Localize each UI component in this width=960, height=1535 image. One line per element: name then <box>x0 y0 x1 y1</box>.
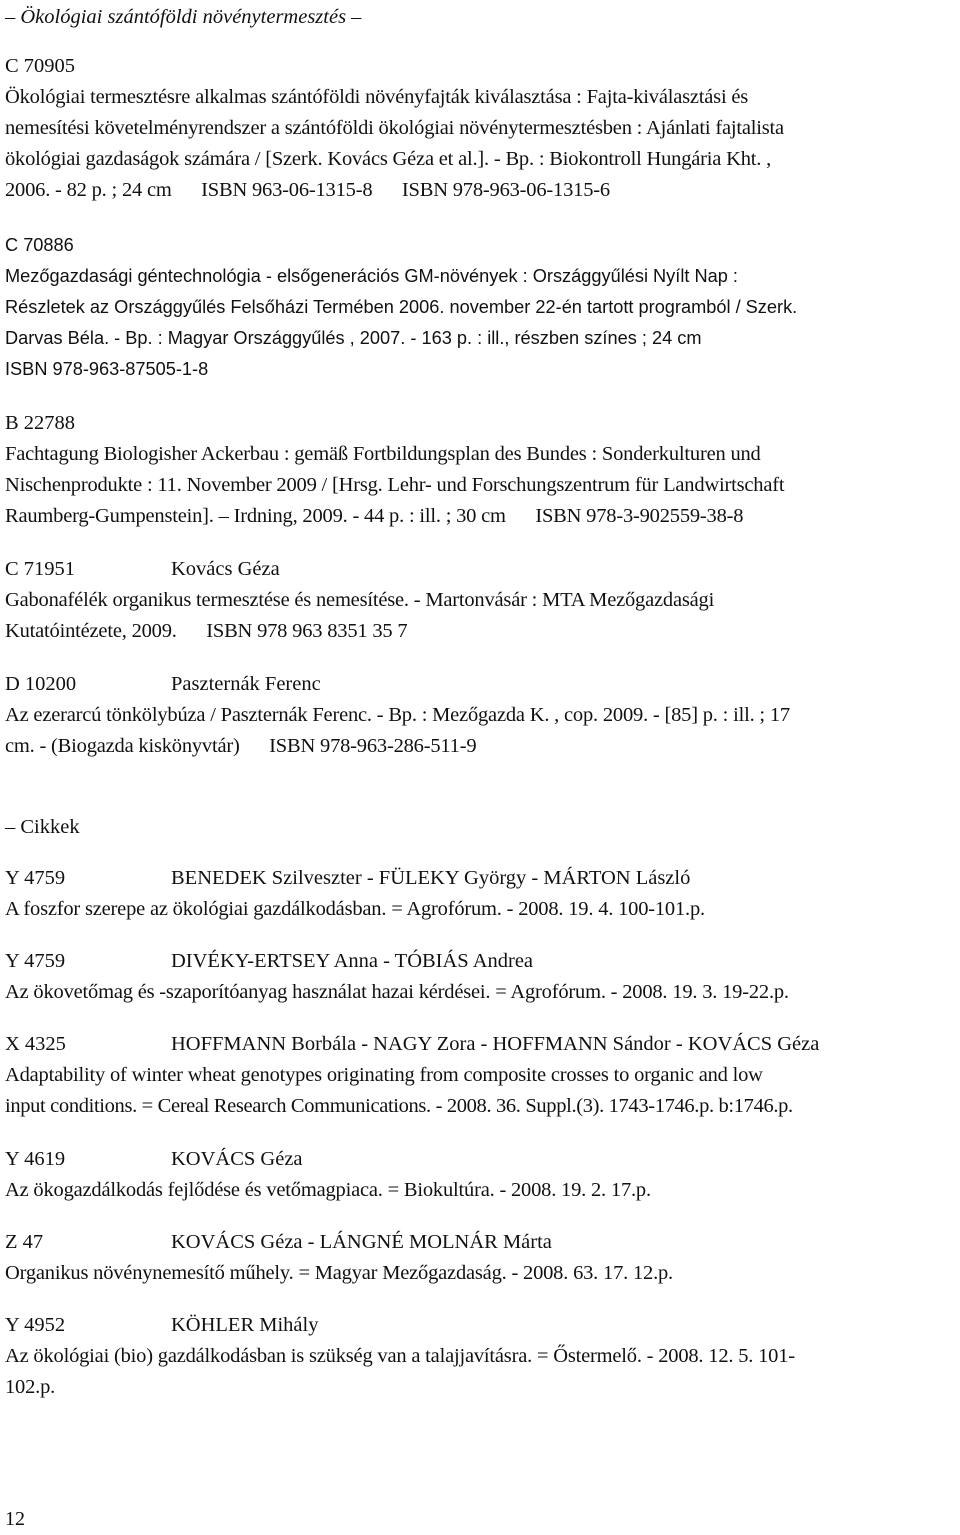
section-title-books: – Ökológiai szántóföldi növénytermesztés – <box>5 6 362 28</box>
entry-text-line: Gabonafélék organikus termesztése és nemesítése. - Martonvásár : MTA Mezőgazdasági <box>5 589 715 611</box>
entry-text-line: Raumberg-Gumpenstein]. – Irdning, 2009. - 44 p. : ill. ; 30 cm ISBN 978-3-902559-38-8 <box>5 505 744 527</box>
entry-header <box>5 1227 957 1258</box>
page-number: 12 <box>5 1508 25 1530</box>
article-entry <box>5 1029 957 1122</box>
article-entry <box>5 1227 957 1289</box>
entry-code: C 70905 <box>5 55 76 77</box>
entry-text-line: cm. - (Biogazda kiskönyvtár) ISBN 978-963-286-511-9 <box>5 735 477 757</box>
entry-text-line: Adaptability of winter wheat genotypes originating from composite crosses to organic and low <box>5 1064 763 1086</box>
entry-header <box>5 1029 957 1060</box>
entry-author: KÖHLER Mihály <box>171 1314 319 1336</box>
entry-header <box>5 946 957 977</box>
entry-code: D 10200 <box>5 673 77 695</box>
entry-text-line: ökológiai gazdaságok számára / [Szerk. Kovács Géza et al.]. - Bp. : Biokontroll Hungária Kht. , <box>5 148 772 170</box>
entry-text-line: Részletek az Országgyűlés Felsőházi Termében 2006. november 22-én tartott programból / Szerk. <box>5 297 798 317</box>
entry-code: Y 4952 <box>5 1314 66 1336</box>
article-entry <box>5 946 957 1008</box>
entry-text-line: 2006. - 82 p. ; 24 cm ISBN 963-06-1315-8 ISBN 978-963-06-1315-6 <box>5 179 610 201</box>
entry-text-line: Az ökovetőmag és -szaporítóanyag használat hazai kérdései. = Agrofórum. - 2008. 19. 3. 19-22.p. <box>5 981 789 1003</box>
article-entry <box>5 1310 957 1403</box>
entry-code: Z 47 <box>5 1231 44 1253</box>
entry-text-line: Kutatóintézete, 2009. ISBN 978 963 8351 35 7 <box>5 620 408 642</box>
book-entry <box>5 554 957 647</box>
entry-author: Kovács Géza <box>171 558 280 580</box>
entry-text-line: Az ökológiai (bio) gazdálkodásban is szükség van a talajjavításra. = Őstermelő. - 2008. 12. 5. 101- <box>5 1345 795 1367</box>
entry-author: BENEDEK Szilveszter - FÜLEKY György - MÁRTON László <box>171 867 691 889</box>
entry-text-line: Az ezerarcú tönkölybúza / Paszternák Ferenc. - Bp. : Mezőgazda K. , cop. 2009. - [85] p. : ill. ; 17 <box>5 704 790 726</box>
entry-text-line: Organikus növénynemesítő műhely. = Magyar Mezőgazdaság. - 2008. 63. 17. 12.p. <box>5 1262 673 1284</box>
entry-text-line: Nischenprodukte : 11. November 2009 / [Hrsg. Lehr- und Forschungszentrum für Landwirtschaft <box>5 474 785 496</box>
section-title-articles: – Cikkek <box>5 816 80 838</box>
entry-text-line: A foszfor szerepe az ökológiai gazdálkodásban. = Agrofórum. - 2008. 19. 4. 100-101.p. <box>5 898 705 920</box>
entry-header <box>5 554 957 585</box>
entry-text-line: nemesítési követelményrendszer a szántóföldi ökológiai növénytermesztésben : Ajánlati fajtalista <box>5 117 784 139</box>
entry-text-line: input conditions. = Cereal Research Communications. - 2008. 36. Suppl.(3). 1743-1746.p. b:1746.p. <box>5 1095 793 1117</box>
article-entry <box>5 863 957 925</box>
entry-text-line: Mezőgazdasági géntechnológia - elsőgenerációs GM-növények : Országgyűlési Nyílt Nap : <box>5 266 738 286</box>
entry-code: C 71951 <box>5 558 76 580</box>
entry-text-line: Fachtagung Biologisher Ackerbau : gemäß Fortbildungsplan des Bundes : Sonderkulturen und <box>5 443 761 465</box>
entry-author: Paszternák Ferenc <box>171 673 321 695</box>
entry-code: Y 4759 <box>5 867 66 889</box>
entry-code: Y 4759 <box>5 950 66 972</box>
entry-code: Y 4619 <box>5 1148 66 1170</box>
entry-header <box>5 863 957 894</box>
entry-text-line: 102.p. <box>5 1376 56 1398</box>
entry-code: X 4325 <box>5 1033 66 1055</box>
entry-code: B 22788 <box>5 412 76 434</box>
entry-author: HOFFMANN Borbála - NAGY Zora - HOFFMANN Sándor - KOVÁCS Géza <box>171 1033 820 1055</box>
entry-header <box>5 1310 957 1341</box>
entry-text-line: Darvas Béla. - Bp. : Magyar Országgyűlés , 2007. - 163 p. : ill., részben színes ; 24 cm <box>5 328 702 348</box>
entry-header <box>5 669 957 700</box>
entry-text-line: Az ökogazdálkodás fejlődése és vetőmagpiaca. = Biokultúra. - 2008. 19. 2. 17.p. <box>5 1179 651 1201</box>
entry-author: KOVÁCS Géza <box>171 1148 303 1170</box>
article-entry <box>5 1144 957 1206</box>
book-entry <box>5 669 957 762</box>
entry-code: C 70886 <box>5 235 74 255</box>
entry-text-line: ISBN 978-963-87505-1-8 <box>5 359 209 379</box>
entry-header <box>5 1144 957 1175</box>
book-entry <box>5 408 957 532</box>
book-entry <box>5 51 957 206</box>
entry-text-line: Ökológiai termesztésre alkalmas szántóföldi növényfajták kiválasztása : Fajta-kiválasztási és <box>5 86 749 108</box>
book-entry <box>5 230 957 385</box>
entry-author: KOVÁCS Géza - LÁNGNÉ MOLNÁR Márta <box>171 1231 552 1253</box>
entry-author: DIVÉKY-ERTSEY Anna - TÓBIÁS Andrea <box>171 950 534 972</box>
